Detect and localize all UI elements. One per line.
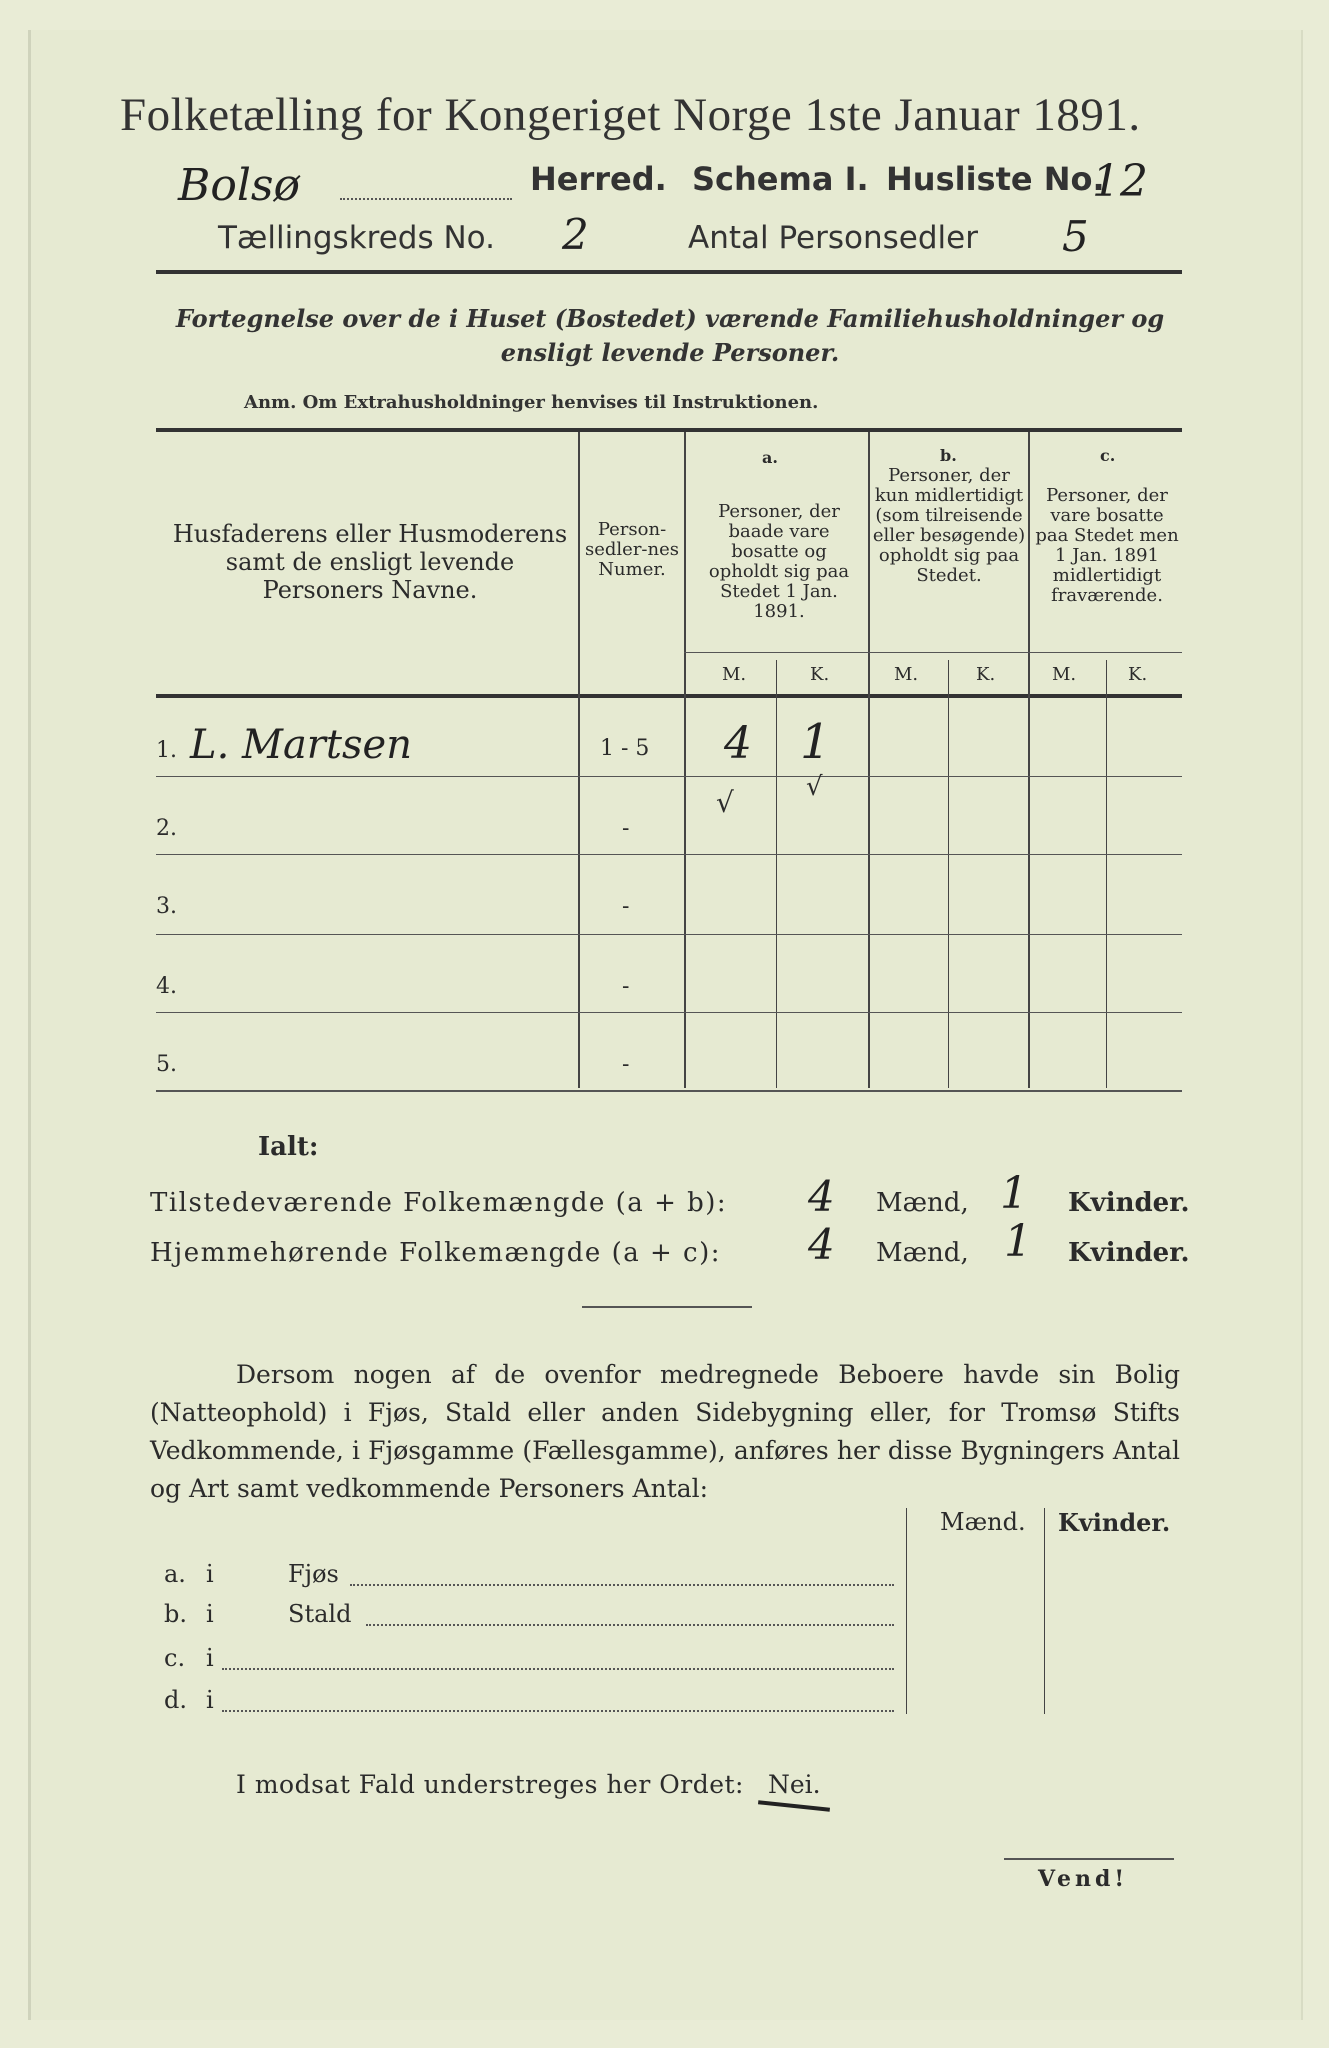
col-a-header: Personer, der baade vare bosatte og opholdt sig paa Stedet 1 Jan. 1891.: [708, 501, 850, 622]
outbuilding-label: Fjøs: [288, 1560, 339, 1588]
antal-value: 5: [1062, 212, 1089, 261]
outbuilding-i: i: [206, 1560, 214, 1588]
kreds-value: 2: [562, 210, 589, 259]
hjemme-label: Hjemmehørende Folkemængde (a + c):: [150, 1238, 721, 1268]
hjemme-maend: Mænd,: [876, 1238, 969, 1268]
outbuilding-i: i: [206, 1644, 214, 1672]
row-rule: [156, 854, 1182, 855]
b-k-header: K.: [976, 664, 996, 685]
col-b-header: Personer, der kun midlertidigt (som tilreisende eller besøgende) opholdt sig paa Stedet.: [872, 465, 1026, 586]
table-bottom-rule: [156, 1090, 1182, 1092]
col-divider: [578, 432, 580, 1088]
outbuilding-i: i: [206, 1686, 214, 1714]
row-number: 2.: [156, 816, 177, 841]
outbuildings-divider: [906, 1508, 907, 1714]
hjemme-m-value: 4: [808, 1220, 835, 1269]
row-a-m: 4: [724, 718, 752, 769]
mk-header-rule: [684, 652, 1182, 653]
herred-value: Bolsø: [178, 160, 300, 211]
tilstede-maend: Mænd,: [876, 1188, 969, 1218]
outbuilding-label: Stald: [288, 1600, 352, 1628]
row-numer: -: [622, 1052, 630, 1077]
outbuilding-letter: a.: [164, 1560, 186, 1588]
tilstede-m-value: 4: [808, 1172, 835, 1221]
col-b-letter: b.: [940, 446, 957, 465]
tilstede-label: Tilstedeværende Folkemængde (a + b):: [150, 1188, 728, 1218]
schema-label: Schema I.: [692, 160, 869, 198]
col-c-letter: c.: [1100, 446, 1116, 465]
row-a-k: 1: [800, 714, 831, 770]
form-description: Fortegnelse over de i Huset (Bostedet) værende Familiehusholdninger og ensligt levende Personer.: [175, 304, 1165, 367]
separator: [582, 1306, 752, 1308]
col-a-letter: a.: [762, 448, 778, 467]
c-k-header: K.: [1128, 664, 1148, 685]
row-numer: -: [622, 974, 630, 999]
b-m-header: M.: [894, 664, 919, 685]
outbuildings-paragraph: Dersom nogen af de ovenfor medregnede Beboere havde sin Bolig (Natteophold) i Fjøs, Stald eller anden Sidebygning eller, for Tromsø Stifts Vedkommende, i Fjøsgamme (Fællesgamme), anføres her disse Bygningers Antal og Art samt vedkommende Personers Antal:: [150, 1360, 1180, 1503]
row-name: L. Martsen: [190, 722, 412, 768]
col-divider: [684, 432, 686, 1088]
husliste-label: Husliste No.: [886, 160, 1105, 198]
col-divider: [1028, 432, 1030, 1088]
row-a-m: √: [716, 786, 734, 819]
kreds-label: Tællingskreds No.: [218, 220, 495, 256]
col-divider: [868, 432, 870, 1088]
row-numer: 1 - 5: [600, 736, 650, 761]
row-numer: -: [622, 894, 630, 919]
c-m-header: M.: [1052, 664, 1077, 685]
outbuilding-dots: [222, 1668, 894, 1670]
nei-word: Nei.: [768, 1770, 821, 1799]
row-number: 4.: [156, 974, 177, 999]
hjemme-k-value: 1: [1004, 1216, 1032, 1267]
vend-label: Vend!: [1038, 1866, 1129, 1892]
row-number: 5.: [156, 1052, 177, 1077]
outbuilding-dots: [222, 1710, 894, 1712]
header-rule: [156, 270, 1182, 274]
col-names-header: Husfaderens eller Husmoderens samt de ensligt levende Personers Navne.: [172, 520, 568, 604]
row-rule: [156, 934, 1182, 935]
outbuildings-kvinder-header: Kvinder.: [1058, 1508, 1171, 1537]
nei-instruction: I modsat Fald understreges her Ordet:: [236, 1770, 744, 1799]
herred-dots: [340, 198, 512, 200]
outbuilding-dots: [366, 1624, 894, 1626]
row-number: 1.: [156, 738, 177, 763]
row-numer: -: [622, 816, 630, 841]
row-rule: [156, 1012, 1182, 1013]
outbuilding-letter: d.: [164, 1686, 187, 1714]
tilstede-k-value: 1: [1000, 1168, 1028, 1219]
hjemme-kvinder: Kvinder.: [1068, 1238, 1190, 1268]
row-a-k: √: [806, 772, 823, 802]
col-divider: [776, 660, 777, 1088]
outbuilding-letter: b.: [164, 1600, 187, 1628]
footer-rule: [1004, 1858, 1174, 1860]
outbuilding-i: i: [206, 1600, 214, 1628]
a-m-header: M.: [722, 664, 747, 685]
row-rule: [156, 776, 1182, 777]
col-divider: [1106, 660, 1107, 1088]
antal-label: Antal Personsedler: [688, 220, 978, 256]
a-k-header: K.: [810, 664, 830, 685]
husliste-value: 12: [1092, 156, 1148, 207]
col-numer-header: Person-sedler-nes Numer.: [585, 519, 679, 580]
form-note: Anm. Om Extrahusholdninger henvises til Instruktionen.: [244, 392, 819, 413]
outbuilding-dots: [350, 1584, 894, 1586]
outbuildings-divider: [1044, 1508, 1045, 1714]
herred-label: Herred.: [530, 160, 667, 198]
col-c-header: Personer, der vare bosatte paa Stedet men 1 Jan. 1891 midlertidigt fraværende.: [1035, 485, 1179, 606]
outbuilding-letter: c.: [164, 1644, 186, 1672]
tilstede-kvinder: Kvinder.: [1068, 1188, 1190, 1218]
outbuildings-maend-header: Mænd.: [940, 1508, 1026, 1536]
form-title: Folketælling for Kongeriget Norge 1ste Januar 1891.: [120, 89, 1141, 141]
col-divider: [948, 660, 949, 1088]
row-number: 3.: [156, 894, 177, 919]
ialt-label: Ialt:: [258, 1132, 319, 1162]
